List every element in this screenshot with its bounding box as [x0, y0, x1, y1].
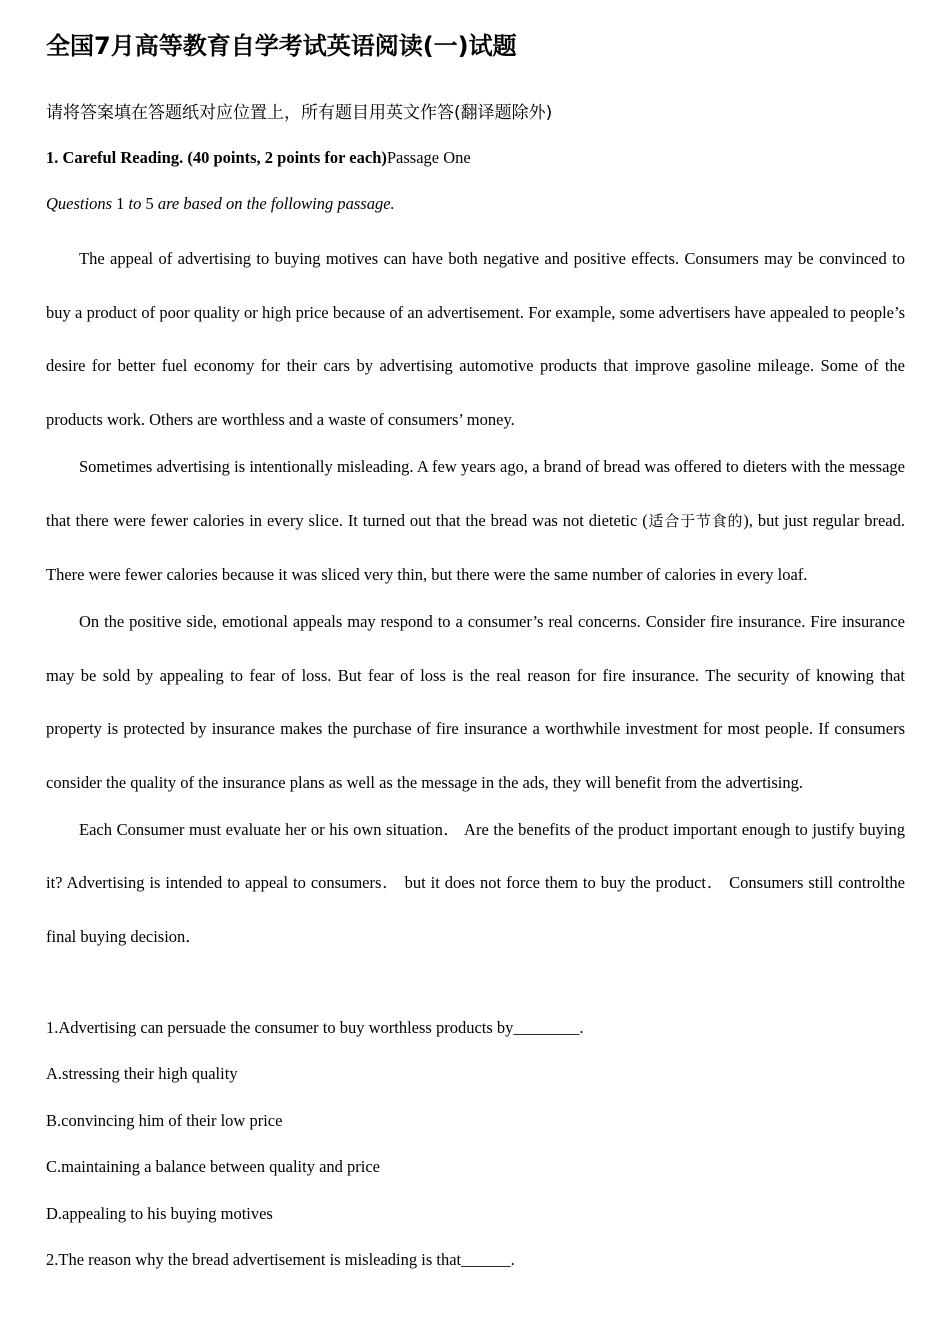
question-1: 1.Advertising can persuade the consumer to buy worthless products by________.: [46, 1018, 584, 1037]
question-2: 2.The reason why the bread advertisement is misleading is that______.: [46, 1249, 515, 1269]
passage-paragraph-1: The appeal of advertising to buying motives can have both negative and positive effects. Consumers may be convinced to buy a product of poor quality or high price because of an advertisement. For example, some advertisers have appealed to people’s desire for better fuel economy for their cars by advertising automotive products that improve gasoline mileage. Some of the products work. Others are worthless and a waste of consumers’ money.: [46, 249, 905, 430]
question-1-option-c: C.maintaining a balance between quality and price: [46, 1157, 380, 1177]
answer-instruction: 请将答案填在答题纸对应位置上，所有题目用英文作答(翻译题除外): [46, 103, 553, 123]
question-1-option-a: A.stressing their high quality: [46, 1064, 238, 1084]
passage-paragraph-2: [46, 440, 905, 602]
passage-paragraph-4: Each Consumer must evaluate her or his own situation． Are the benefits of the product important enough to justify buying it? Advertising is intended to appeal to consumers． but it does not force them to buy the product． Consumers still controlthe final buying decision．: [46, 819, 905, 947]
passage-paragraph-3: On the positive side, emotional appeals may respond to a consumer’s real concerns. Consider fire insurance. Fire insurance may be sold by appealing to fear of loss. But fear of loss is the real reason for fire insurance. The security of knowing that property is protected by insurance makes the purchase of fire insurance a worthwhile investment for most people. If consumers consider the quality of the insurance plans as well as the message in the ads, they will benefit from the advertising.: [46, 611, 905, 793]
reading-passage: [46, 232, 905, 964]
question-intro: [46, 194, 395, 214]
question-1-option-b: B.convincing him of their low price: [46, 1110, 283, 1130]
section-heading-bold: 1. Careful Reading. (40 points, 2 points for each): [46, 148, 387, 167]
passage-label: Passage One: [386, 148, 471, 167]
qintro-questions: Questions: [46, 194, 112, 213]
qintro-num1: 1: [112, 194, 129, 213]
p2-text-a: Sometimes advertising is intentionally misleading. A few years ago, a brand of bread was offered to dieters with the message that there were fewer calories in every slice. It turned out that the bread was not dietetic (: [46, 456, 905, 530]
qintro-num2: 5: [141, 194, 158, 213]
p2-chinese-gloss: 适合于节食的: [647, 511, 744, 530]
question-list: [46, 1017, 584, 1295]
qintro-rest: are based on the following passage.: [157, 194, 395, 213]
p2-text-b: ), but just regular bread. There were fewer calories because it was sliced very thin, but there were the same number of calories in every loaf.: [46, 510, 905, 585]
qintro-to: to: [128, 194, 142, 213]
exam-title: 全国7月高等教育自学考试英语阅读(一)试题: [46, 32, 517, 60]
section-heading: [46, 148, 471, 168]
question-1-option-d: D.appealing to his buying motives: [46, 1203, 273, 1223]
